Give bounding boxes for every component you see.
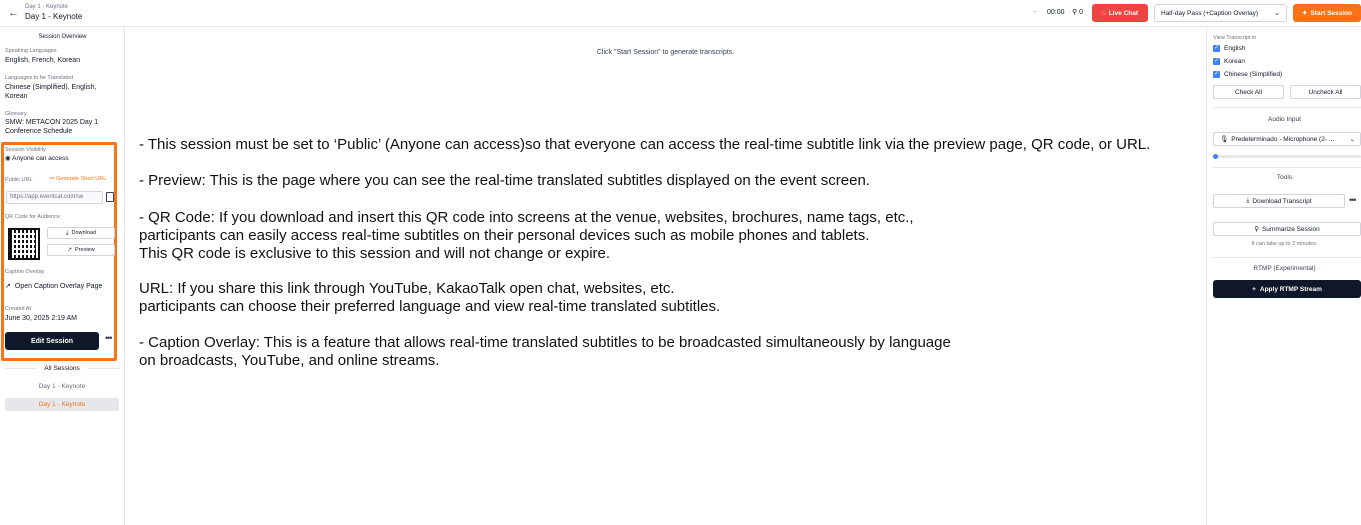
viewer-count [1072, 8, 1083, 16]
checkbox-checked-icon: ✓ [1213, 71, 1220, 77]
visibility-label: Session Visibility [5, 147, 46, 153]
back-arrow-icon[interactable]: ← [8, 7, 19, 19]
session-item-active[interactable]: Day 1 - Keynote [5, 398, 119, 411]
public-url-field[interactable]: https://app.eventcat.com/se [6, 191, 103, 204]
audio-level-meter [1213, 155, 1361, 158]
open-caption-overlay-button[interactable] [5, 279, 115, 293]
qr-code-label: QR Code for Audience [5, 214, 61, 220]
glossary-label: Glossary [5, 111, 27, 117]
language-checkbox-chinese[interactable] [1213, 71, 1282, 78]
language-checkbox-korean[interactable] [1213, 58, 1245, 65]
chevron-down-icon: ⌄ [1349, 136, 1355, 143]
note-line: - QR Code: If you download and insert this QR code into screens at the venue, websites, brochures, name tags, etc., [139, 209, 914, 226]
visibility-value [5, 155, 117, 164]
divider [1213, 257, 1361, 258]
copy-icon[interactable] [106, 192, 114, 202]
more-options-icon[interactable]: ••• [105, 333, 112, 343]
created-at-value: June 30, 2025 2:19 AM [5, 315, 77, 322]
generate-short-url-text: Generate Short URL [56, 176, 107, 182]
language-label: Korean [1224, 58, 1245, 65]
viewer-count-value: 0 [1079, 9, 1083, 16]
wand-icon: ⚲ [1254, 226, 1259, 233]
translated-languages-label: Languages to be Translated [5, 75, 74, 81]
eye-icon: ◉ [5, 155, 11, 162]
uncheck-all-button[interactable]: Uncheck All [1290, 85, 1361, 99]
download-transcript-label: Download Transcript [1252, 197, 1312, 205]
summarize-session-label: Summarize Session [1261, 225, 1320, 233]
more-options-icon[interactable]: ••• [1349, 195, 1356, 205]
note-line: on broadcasts, YouTube, and online streams. [139, 352, 440, 369]
all-sessions-label: All Sessions [37, 365, 87, 372]
sparkle-icon: ✦ [1302, 10, 1308, 17]
apply-rtmp-stream-label: Apply RTMP Stream [1259, 285, 1322, 293]
pass-select-value: Half-day Pass (+Caption Overlay) [1161, 9, 1258, 17]
generate-short-url-link[interactable] [50, 176, 106, 182]
status-indicator: - [1034, 9, 1036, 15]
translated-languages-value: Chinese (Simplified), English, Korean [5, 84, 97, 100]
start-session-button[interactable] [1293, 4, 1361, 22]
external-link-icon: ↗ [67, 247, 73, 253]
transcript-area [125, 27, 1206, 525]
external-link-icon: ↗ [5, 283, 11, 290]
download-transcript-button[interactable] [1213, 194, 1345, 208]
note-line: - Preview: This is the page where you can see the real-time translated subtitles displayed on the event screen. [139, 172, 870, 189]
audio-device-select[interactable] [1213, 132, 1361, 146]
divider [1213, 107, 1361, 108]
language-label: Chinese (Simplified) [1224, 71, 1283, 78]
download-qr-label: Download [71, 230, 96, 236]
session-timer: 00:00 [1047, 9, 1065, 16]
session-item[interactable]: Day 1 - Keynote [38, 383, 86, 390]
breadcrumb[interactable]: Day 1 - Keynote [25, 4, 69, 10]
preview-button[interactable] [47, 244, 115, 256]
download-icon: ⤓ [1246, 197, 1250, 204]
chevron-down-icon: ⌄ [1274, 10, 1280, 17]
checkbox-checked-icon: ✓ [1213, 45, 1220, 51]
note-line: - Caption Overlay: This is a feature that allows real-time translated subtitles to be broadcasted simultaneously by language [139, 334, 951, 351]
user-icon: ⚲ [1072, 9, 1078, 16]
download-icon: ⤓ [66, 229, 69, 236]
apply-rtmp-stream-button[interactable] [1213, 280, 1361, 298]
note-line: participants can choose their preferred language and view real-time translated subtitles. [139, 298, 721, 315]
check-all-button[interactable]: Check All [1213, 85, 1284, 99]
open-caption-overlay-label: Open Caption Overlay Page [14, 282, 103, 290]
rtmp-label: RTMP (Experimental) [1253, 265, 1316, 272]
language-label: English [1224, 45, 1246, 52]
caption-overlay-label: Caption Overlay [5, 269, 45, 275]
live-chat-label: Live Chat [1108, 9, 1139, 17]
audio-device-value: Predeterminado - Microphone (2- ... [1231, 135, 1335, 143]
pass-select[interactable] [1154, 4, 1287, 22]
download-qr-button[interactable] [47, 227, 115, 239]
note-line: - This session must be set to ‘Public’ (Anyone can access)so that everyone can access the real-time subtitle link via the preview page, QR code, or URL. [139, 136, 1151, 153]
start-session-label: Start Session [1310, 9, 1352, 17]
divider [1213, 167, 1361, 168]
qr-code-image [8, 228, 40, 260]
speaking-languages-label: Speaking Languages [5, 48, 57, 54]
top-bar [0, 0, 1361, 27]
glossary-value: SMW: METACON 2025 Day 1 Conference Schedule [5, 119, 99, 135]
summarize-session-button[interactable] [1213, 222, 1361, 236]
audio-level-knob[interactable] [1213, 154, 1218, 159]
start-hint: Click "Start Session" to generate transcripts. [596, 49, 735, 56]
public-url-label: Public URL [5, 177, 33, 183]
preview-label: Preview [75, 247, 95, 253]
view-transcript-label: View Transcript in [1213, 35, 1257, 41]
speaking-languages-value: English, French, Korean [5, 57, 81, 64]
note-line: URL: If you share this link through YouTube, KakaoTalk open chat, websites, etc. [139, 280, 675, 297]
summarize-note: It can take up to 2 minutes. [1251, 241, 1318, 247]
page-title: Day 1 - Keynote [25, 12, 83, 21]
chat-icon: ◌ [1101, 9, 1106, 17]
edit-session-button[interactable]: Edit Session [5, 332, 99, 350]
checkbox-checked-icon: ✓ [1213, 58, 1220, 64]
session-sidebar [0, 27, 125, 525]
control-panel [1206, 27, 1361, 525]
plus-icon: + [1252, 285, 1256, 293]
tools-label: Tools [1276, 174, 1293, 181]
link-icon: ⚯ [50, 176, 55, 182]
audio-input-label: Audio Input [1268, 116, 1301, 123]
note-line: This QR code is exclusive to this session and will not change or expire. [139, 245, 611, 262]
microphone-icon: 🎙 [1220, 136, 1229, 143]
sidebar-heading: Session Overview [38, 34, 87, 40]
visibility-value-text: Anyone can access [12, 155, 69, 162]
language-checkbox-english[interactable] [1213, 45, 1245, 52]
created-at-label: Created At [5, 306, 31, 312]
note-line: participants can easily access real-time subtitles on their personal devices such as mobile phones and tablets. [139, 227, 870, 244]
live-chat-button[interactable] [1092, 4, 1148, 22]
